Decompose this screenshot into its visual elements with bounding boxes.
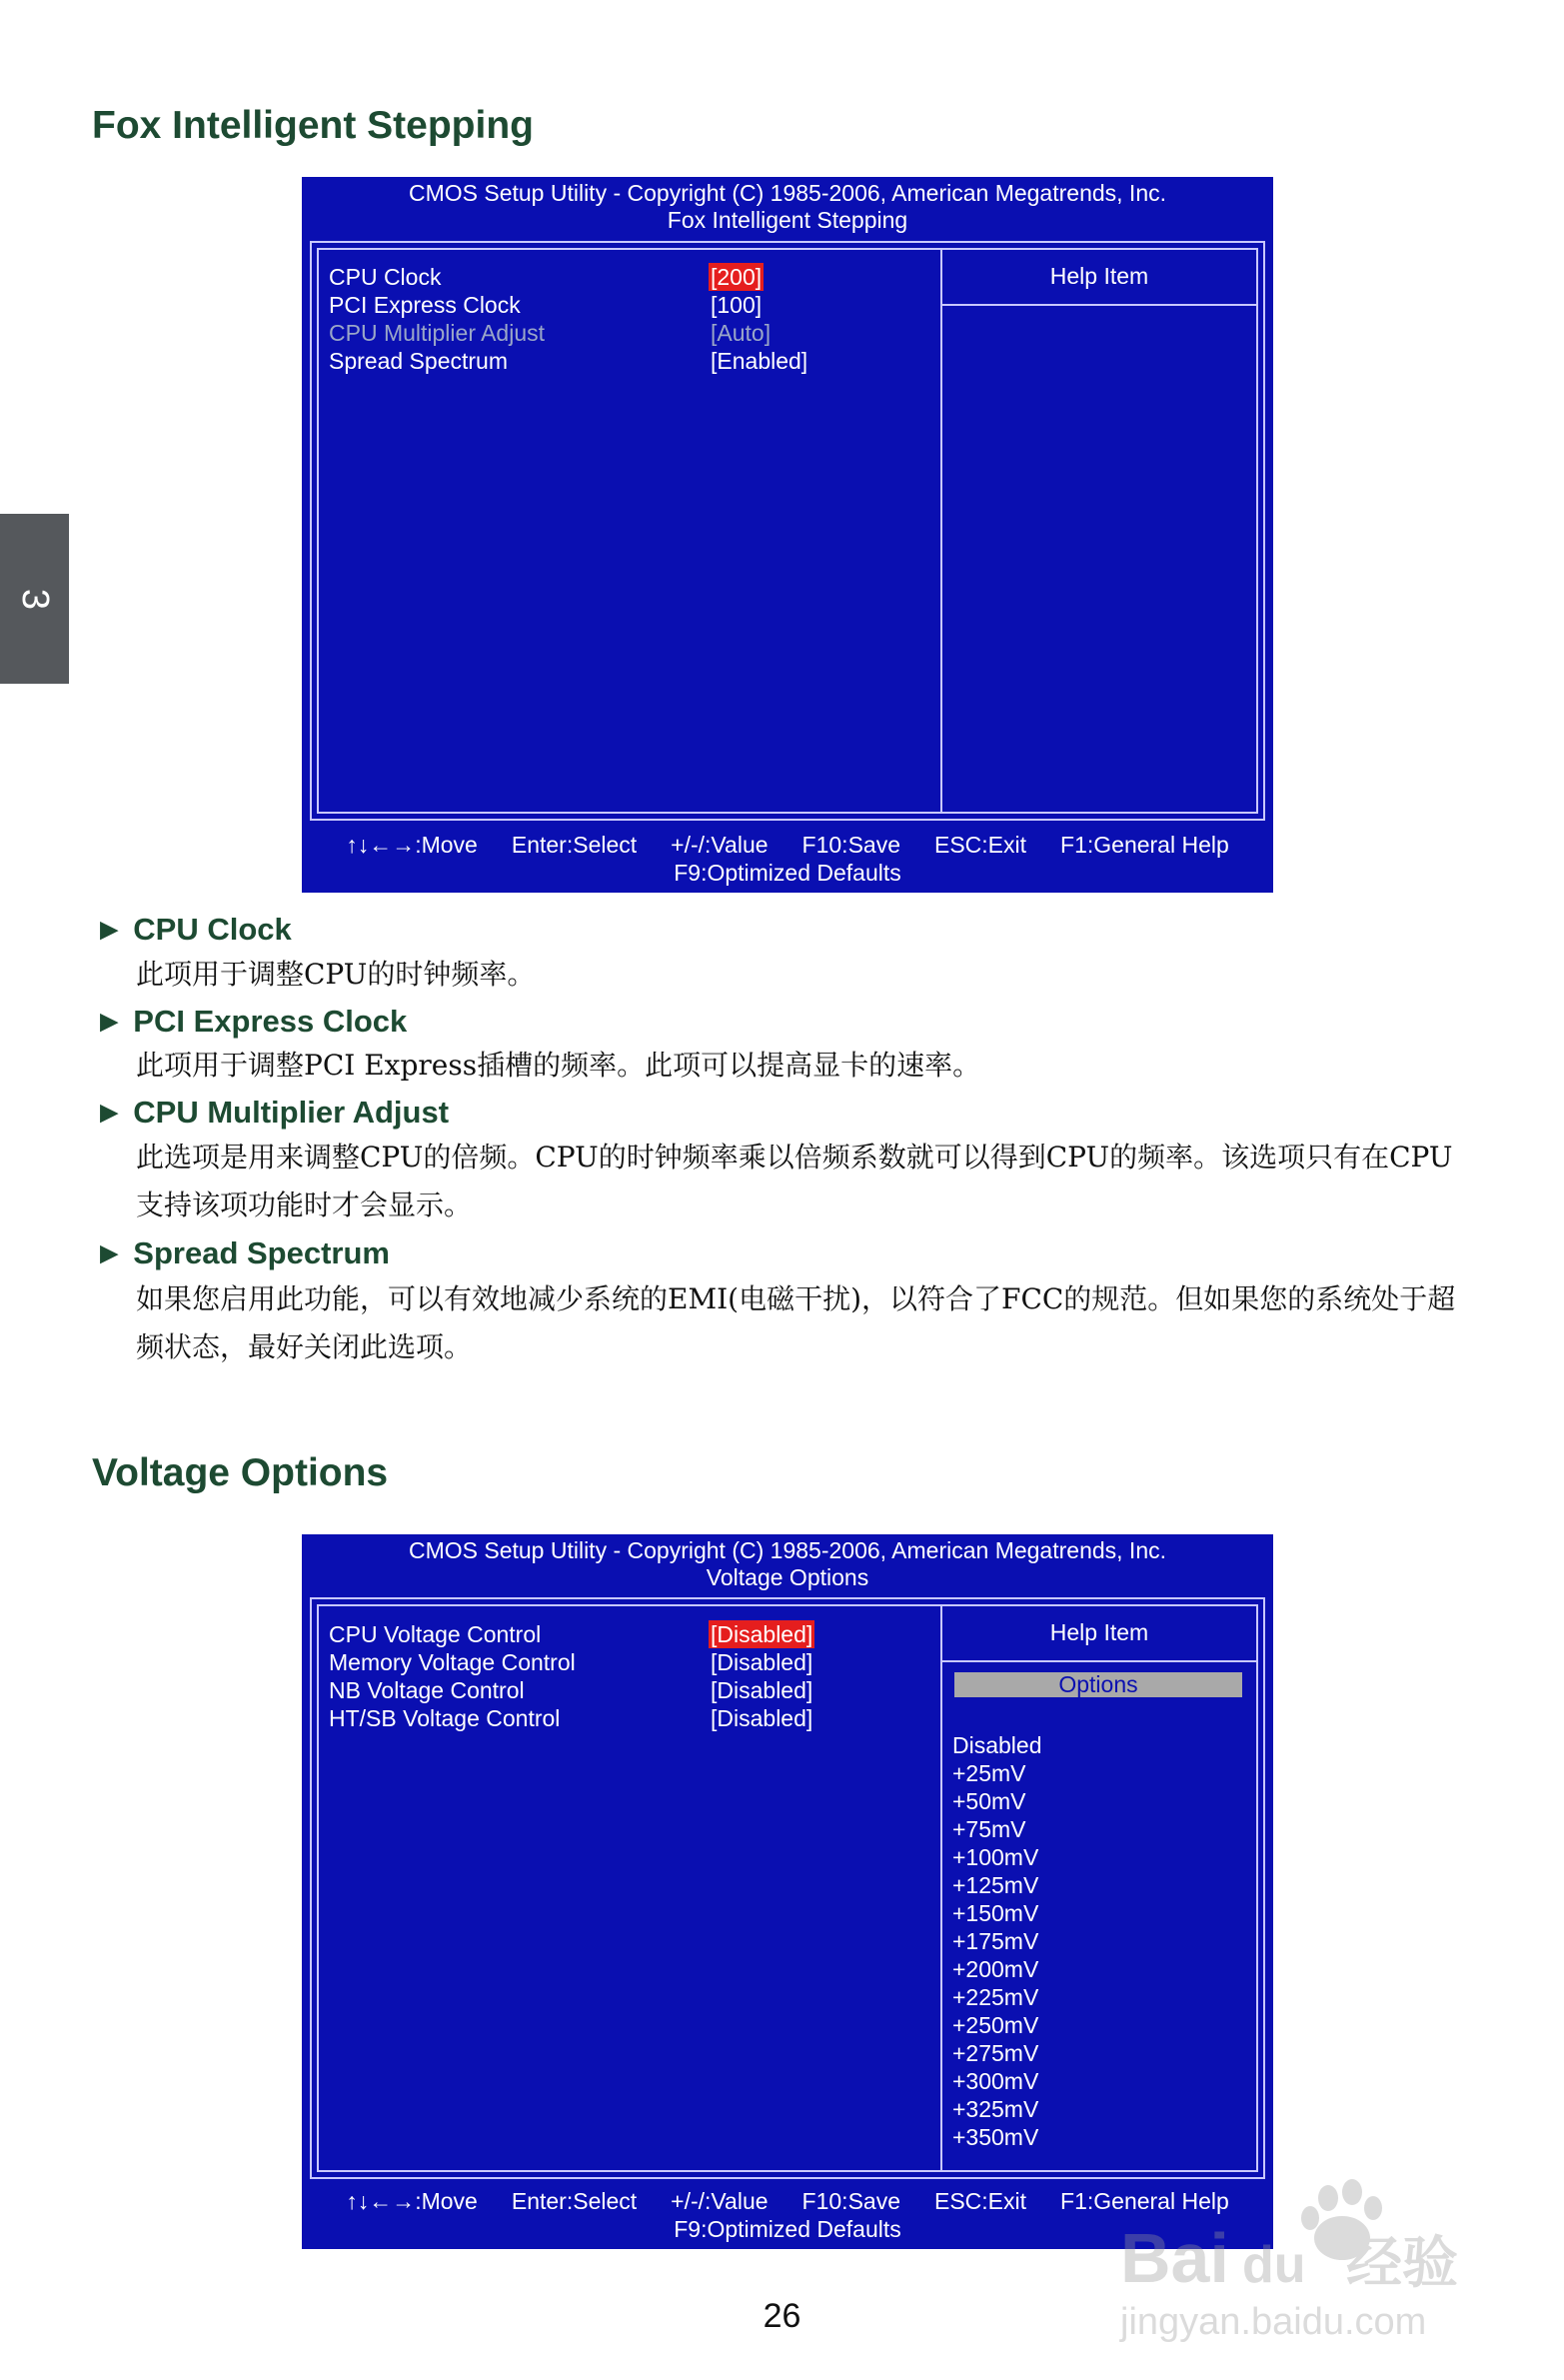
bios-item-label: NB Voltage Control (329, 1677, 525, 1703)
section-title-voltage-options: Voltage Options (92, 1451, 389, 1494)
bios-item-label: PCI Express Clock (329, 292, 521, 318)
bios-item-label: Spread Spectrum (329, 348, 508, 374)
key-select: Enter:Select (511, 832, 638, 858)
desc-text-cpu-multiplier: 此选项是用来调整CPU的倍频。CPU的时钟频率乘以倍频系数就可以得到CPU的频率。该选项只有在CPU支持该项功能时才会显示。 (136, 1141, 1453, 1221)
desc-text-spread-spectrum: 如果您启用此功能，可以有效地减少系统的EMI(电磁干扰)，以符合了FCC的规范。但如果您的系统处于超频状态，最好关闭此选项。 (136, 1282, 1456, 1363)
desc-text-pci-express-clock: 此项用于调整PCI Express插槽的频率。此项可以提高显卡的速率。 (136, 1049, 981, 1082)
option-item[interactable]: +325mV (952, 2096, 1039, 2122)
key-exit: ESC:Exit (934, 832, 1027, 858)
bios-inner-frame (317, 1604, 1258, 2172)
bios-item-value[interactable]: [Disabled] (711, 1677, 813, 1703)
option-item[interactable]: +225mV (952, 1984, 1039, 2010)
watermark-brand-du: du (1242, 2236, 1306, 2294)
bios-item-label: HT/SB Voltage Control (329, 1705, 561, 1731)
bios-header (302, 1534, 1273, 1591)
bios-screen-title: Fox Intelligent Stepping (667, 207, 908, 233)
desc-title-pci-express-clock: ► PCI Express Clock (94, 1004, 408, 1039)
bios-screen-fox-stepping (302, 177, 1273, 893)
key-select: Enter:Select (511, 2188, 638, 2214)
bios-item-value[interactable]: [Disabled] (711, 1705, 813, 1731)
options-list (942, 1697, 1256, 2151)
key-defaults: F9:Optimized Defaults (674, 860, 901, 886)
option-item[interactable]: +175mV (952, 1928, 1039, 1954)
option-item[interactable]: +350mV (952, 2124, 1039, 2150)
option-item[interactable]: +250mV (952, 2012, 1039, 2038)
key-move: ↑↓←→:Move (346, 832, 478, 858)
bios-item-value[interactable]: [Enabled] (711, 348, 808, 374)
bios-screen-title: Voltage Options (706, 1564, 869, 1590)
bios-header (302, 177, 1273, 234)
option-item[interactable]: +300mV (952, 2068, 1039, 2094)
option-item[interactable]: +150mV (952, 1900, 1039, 1926)
bios-item-value[interactable]: [Disabled] (711, 1621, 813, 1647)
option-item[interactable]: +75mV (952, 1816, 1026, 1842)
bios-item-value[interactable]: [200] (711, 264, 763, 290)
option-item[interactable]: +100mV (952, 1844, 1039, 1870)
option-item[interactable]: +25mV (952, 1760, 1026, 1786)
bios-settings-panel (319, 1606, 942, 2170)
page-number: 26 (763, 2297, 801, 2335)
bios-inner-frame (317, 248, 1258, 814)
bios-screen-voltage-options (302, 1534, 1273, 2249)
bios-item-label: Memory Voltage Control (329, 1649, 576, 1675)
desc-title-cpu-clock: ► CPU Clock (94, 912, 292, 947)
bios-copyright: CMOS Setup Utility - Copyright (C) 1985-2006, American Megatrends, Inc. (408, 1537, 1167, 1563)
key-help: F1:General Help (1060, 832, 1229, 858)
bios-outer-frame (310, 241, 1265, 821)
desc-title-cpu-multiplier: ► CPU Multiplier Adjust (94, 1095, 450, 1130)
option-item[interactable]: +50mV (952, 1788, 1026, 1814)
bios-outer-frame (310, 1597, 1265, 2179)
key-help: F1:General Help (1060, 2188, 1229, 2214)
watermark-url: jingyan.baidu.com (1120, 2301, 1427, 2343)
key-save: F10:Save (801, 2188, 900, 2214)
options-header: Options (954, 1672, 1242, 1697)
bios-settings-panel (319, 250, 942, 812)
baidu-watermark-logo (1114, 2174, 1494, 2349)
key-move: ↑↓←→:Move (346, 2188, 478, 2214)
key-save: F10:Save (801, 832, 900, 858)
key-exit: ESC:Exit (934, 2188, 1027, 2214)
bios-item-value[interactable]: [Disabled] (711, 1649, 813, 1675)
bios-copyright: CMOS Setup Utility - Copyright (C) 1985-2006, American Megatrends, Inc. (408, 180, 1167, 206)
bios-help-panel (942, 250, 1256, 812)
key-defaults: F9:Optimized Defaults (674, 2216, 901, 2242)
option-item[interactable]: +200mV (952, 1956, 1039, 1982)
bios-item-label: CPU Voltage Control (329, 1621, 542, 1647)
bios-item-value[interactable]: [100] (711, 292, 763, 318)
help-item-title: Help Item (942, 1606, 1256, 1662)
desc-title-spread-spectrum: ► Spread Spectrum (94, 1235, 390, 1270)
help-item-title: Help Item (942, 250, 1256, 306)
chapter-number: 3 (13, 588, 56, 610)
watermark-brand-cn: 经验 (1346, 2231, 1458, 2296)
bios-item-label: CPU Multiplier Adjust (329, 320, 546, 346)
section-title-fox-stepping: Fox Intelligent Stepping (92, 104, 534, 147)
bios-key-legend (302, 831, 1273, 887)
chapter-tab (0, 514, 69, 684)
bios-help-panel (942, 1606, 1256, 2170)
option-item[interactable]: +125mV (952, 1872, 1039, 1898)
bios-item-value: [Auto] (711, 320, 772, 346)
key-value: +/-/:Value (671, 2188, 769, 2214)
bios-item-label: CPU Clock (329, 264, 442, 290)
option-item[interactable]: +275mV (952, 2040, 1039, 2066)
key-value: +/-/:Value (671, 832, 769, 858)
desc-text-cpu-clock: 此项用于调整CPU的时钟频率。 (136, 958, 536, 991)
watermark-brand: Bai (1120, 2219, 1229, 2297)
option-item[interactable]: Disabled (952, 1732, 1042, 1758)
